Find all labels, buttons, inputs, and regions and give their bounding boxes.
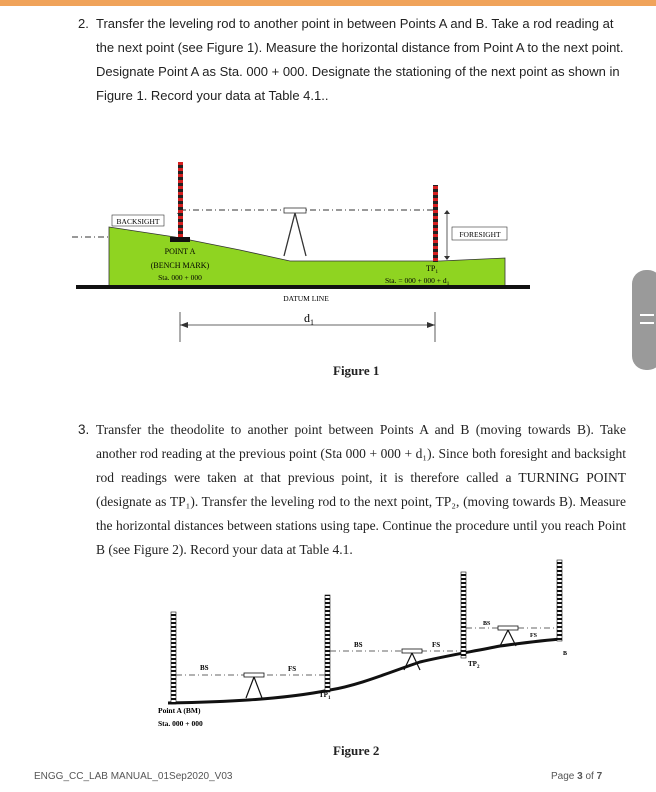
fs-label-2: FS	[432, 641, 441, 649]
point-b-label: B	[563, 651, 568, 657]
header-accent-bar	[0, 0, 656, 6]
figure-1-caption: Figure 1	[333, 363, 380, 378]
rod-tp2	[461, 572, 466, 658]
foresight-label: FORESIGHT	[459, 230, 501, 239]
step-3-number: 3.	[78, 422, 90, 437]
step-2-number: 2.	[78, 16, 89, 31]
grip-line-icon	[640, 314, 654, 316]
footer-page-number: Page 3 of 7	[551, 771, 603, 782]
datum-line	[76, 285, 530, 289]
rod-b	[557, 560, 562, 641]
leveling-rod-a	[178, 162, 183, 237]
bench-mark-label: (BENCH MARK)	[150, 261, 210, 270]
scroll-handle[interactable]	[632, 270, 656, 370]
rod-tp1	[325, 595, 330, 692]
step-2-text: Transfer the leveling rod to another point in between Points A and B. Take a rod reading at the next point (see Figure 1). Measure the horizontal distance from Point A to the next point. Designate Point A as Sta. 000 + 000. Designate the stationing of the next point as shown in Figure 1. Record your data at Table 4.1..	[96, 16, 624, 103]
station-tp1-label: Sta. = $000 + 000 + d_1$	[385, 276, 450, 287]
instrument-1	[244, 673, 264, 698]
bs-label-3: BS	[483, 621, 491, 627]
bench-mark	[170, 237, 190, 242]
fs-label-1: FS	[288, 665, 297, 673]
instrument-2	[402, 649, 422, 670]
tp2-label-fig2: $TP_2$	[468, 660, 480, 670]
step-3-text: Transfer the theodolite to another point between Points A and B (moving towards B). Take another rod reading at the previous point (Sta 000 + 000 + d₁). Since both foresight and backsight rod readings were taken at that previous point, it is therefore called a TURNING POINT (designate as TP₁). Transfer the leveling rod to the next point, TP₂, (moving towards B). Measure the horizontal distances between stations using tape. Continue the procedure until you reach Point B (see Figure 2). Record your data at Table 4.1.	[96, 422, 626, 557]
leveling-rod-tp1	[433, 185, 438, 262]
station-a-label: Sta. 000 + 000	[158, 273, 202, 282]
tp1-label: $TP_1$	[426, 264, 439, 275]
point-a-label: POINT A	[164, 247, 196, 256]
bs-label-2: BS	[354, 641, 363, 649]
instrument-3	[498, 626, 518, 646]
figure-2-caption: Figure 2	[333, 743, 380, 758]
datum-line-label: DATUM LINE	[283, 294, 329, 303]
level-instrument	[284, 208, 306, 256]
figure-2-diagram	[140, 550, 580, 740]
ground-profile	[168, 639, 562, 703]
fs-label-3: FS	[530, 633, 538, 639]
rod-point-a	[171, 612, 176, 704]
step-2-paragraph	[78, 12, 626, 108]
bs-label-1: BS	[200, 664, 209, 672]
backsight-label: BACKSIGHT	[116, 217, 160, 226]
figure-1-diagram	[70, 155, 550, 355]
footer-document-id: ENGG_CC_LAB MANUAL_01Sep2020_V03	[34, 771, 233, 782]
step-3-paragraph	[78, 418, 626, 562]
tp1-label-fig2: $TP_1$	[319, 691, 331, 701]
point-a-bm-label: Point A (BM)	[158, 706, 201, 715]
grip-line-icon	[640, 322, 654, 324]
station-a-label-fig2: Sta. 000 + 000	[158, 719, 203, 728]
distance-d1-label: $d_1$	[304, 311, 314, 327]
